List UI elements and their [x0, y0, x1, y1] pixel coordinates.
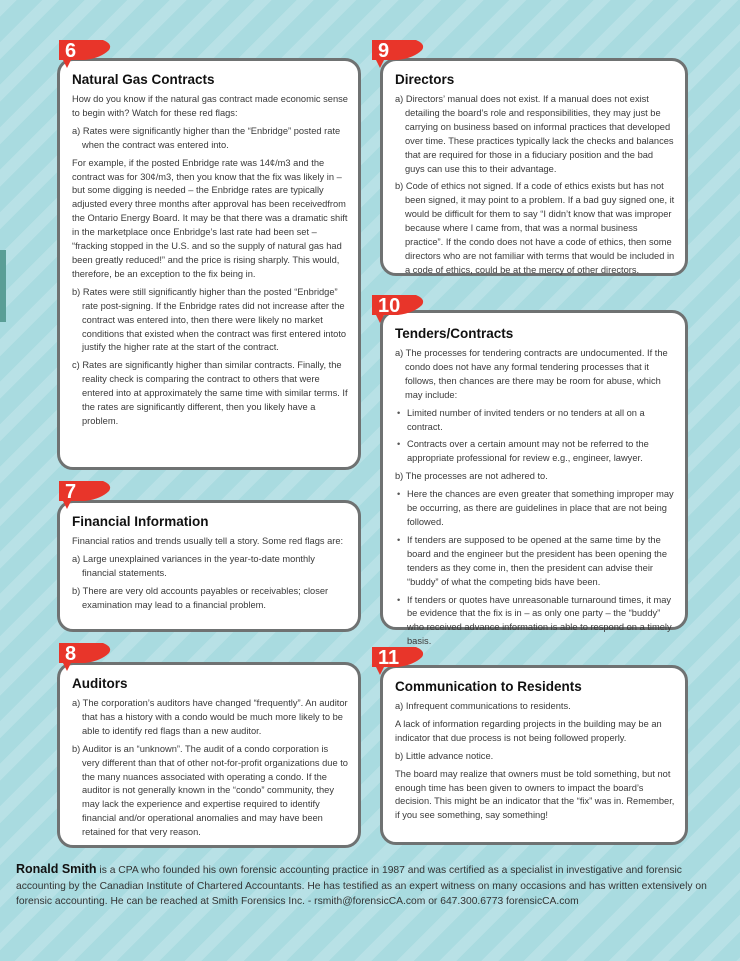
list-item: • Contracts over a certain amount may not be referred to the appropriate professional for review e.g., engineer, lawyer.: [395, 438, 675, 466]
section-title: Tenders/Contracts: [395, 326, 514, 341]
list-item: • If tenders are supposed to be opened at the same time by the board and the engineer but the president has been opening the tenders as they come in, then the president can advise their “buddy” of what the competing bids have been.: [395, 534, 675, 590]
edge-tab-decoration: [0, 250, 6, 322]
section-directors: [380, 58, 688, 276]
section-natural-gas-contracts: [57, 58, 361, 470]
item-a: a) The processes for tendering contracts are undocumented. If the condo does not have any formal tendering processes that it follows, then chances are there may be room for abuse, which may include:: [395, 348, 668, 400]
red-flag-icon: [57, 38, 115, 68]
author-bio-text: is a CPA who founded his own forensic accounting practice in 1987 and was certified as a specialist in investigative and forensic accounting by the Canadian Institute of Chartered Accountants. He has testified as an expert witness on many occasions and has written extensively on forensic accounting. He can be reached at Smith Forensics Inc. - rsmith@forensicCA.com or 647.300.6773 forensicCA.com: [16, 865, 707, 908]
paragraph: The board may realize that owners must be told something, but not enough time has been given to owners to impact the board’s decision. This might be an indicator that the “fix” was in. Remember, if you see something, say something!: [395, 768, 675, 821]
item-b: b) Code of ethics not signed. If a code of ethics exists but has not been signed, it may point to a problem. If a bad guy signed one, it would be difficult for them to say “I didn’t know that was improper because where I came from, that was a normal business practice”. If the condo does not have a code of ethics, then some directors who are not familiar with terms that would be included in a code of ethics, could be at the mercy of other directors.: [395, 181, 675, 275]
list-item: • Here the chances are even greater that something improper may be occurring, as there are guidelines in place that are not being followed.: [395, 488, 675, 530]
section-financial-information: [57, 500, 361, 632]
example-paragraph: For example, if the posted Enbridge rate was 14¢/m3 and the contract was for 30¢/m3, then you know that the fix was likely in – but some digging is needed – the Enbridge rates are typically adjusted every three months after approval has been receivedfrom the Ontario Energy Board. It may be that there was a dramatic shift in the marketplace once Enbridge’s last rate had been set – “fracking stopped in the U.S. and so the supply of natural gas had been greatly reduced!” and the price is rising sharply. This would, therefore, be an exception to the fix being in.: [72, 157, 348, 279]
red-flag-icon: [57, 479, 115, 509]
item-b: b) There are very old accounts payables or receivables; closer examination may lead to a financial problem.: [72, 585, 329, 610]
section-number: 6: [65, 40, 77, 62]
red-flag-icon: [370, 38, 428, 68]
item-b: b) Little advance notice.: [395, 750, 494, 761]
item-a: a) Directors’ manual does not exist. If a manual does not exist detailing the board’s role and responsibilities, they may just be carrying on business based on informal practices that developed over time. These practices typically lack the checks and balances that are required for those in a fiduciary position and the bad guys can use this to their advantage.: [395, 94, 674, 174]
item-b: b) Auditor is an “unknown”. The audit of a condo corporation is very different than that of other not-for-profit organizations due to the many nuances associated with operating a condo. If the auditor is not generally known in the “condo” community, they may lack the experience and expertise required to identify financial and/or operational anomalies and may have been retained for that very reason.: [72, 743, 348, 838]
section-tenders-contracts: [380, 310, 688, 647]
list-item: • If tenders or quotes have unreasonable turnaround times, it may be evidence that the fix is in – as only one party – the “buddy” who received advance information is able to respond on a timely basis.: [395, 594, 675, 650]
item-b: b) The processes are not adhered to.: [395, 471, 548, 482]
red-flag-icon: [57, 641, 115, 671]
section-intro: Financial ratios and trends usually tell a story. Some red flags are:: [72, 536, 344, 546]
list-item: • Limited number of invited tenders or no tenders at all on a contract.: [395, 407, 675, 435]
author-name: Ronald Smith: [16, 862, 97, 876]
red-flag-icon: [370, 293, 428, 323]
item-a: a) Large unexplained variances in the year-to-date monthly financial statements.: [72, 553, 315, 578]
section-number: 7: [65, 481, 77, 503]
section-auditors: [57, 662, 361, 848]
section-intro: How do you know if the natural gas contract made economic sense to begin with? Watch for these red flags:: [72, 94, 348, 118]
item-a: a) Infrequent communications to residents.: [395, 701, 571, 711]
red-flag-icon: [370, 645, 428, 675]
item-c: c) Rates are significantly higher than similar contracts. Finally, the reality check is comparing the contract to others that were entered into at approximately the same time with similar terms. If the rates are significantly different, then you likely have a problem.: [72, 360, 348, 426]
section-title: Financial Information: [72, 514, 209, 529]
section-communication-to-residents: [380, 665, 688, 845]
section-number: 8: [65, 643, 77, 665]
bullet-list: [395, 407, 675, 467]
section-title: Natural Gas Contracts: [72, 72, 215, 87]
item-a: a) Rates were significantly higher than the “Enbridge” posted rate when the contract was entered into.: [72, 125, 341, 150]
author-bio: [16, 862, 726, 910]
section-title: Auditors: [72, 676, 128, 691]
item-b: b) Rates were still significantly higher than the posted “Enbridge” rate post-signing. If the Enbridge rates did not increase after the contract was entered into, then there were likely no market conditions that existed when the contract was first entered intoto justify the higher rate at the start of the contract.: [72, 286, 347, 353]
section-number: 10: [378, 295, 401, 317]
paragraph: A lack of information regarding projects in the building may be an indicator that due process is not being followed properly.: [395, 718, 662, 743]
section-title: Directors: [395, 72, 455, 87]
section-number: 9: [378, 40, 390, 62]
bullet-list: [395, 488, 675, 649]
section-number: 11: [378, 647, 400, 669]
section-title: Communication to Residents: [395, 679, 582, 694]
item-a: a) The corporation’s auditors have changed “frequently”. An auditor that has a history with a condo would be much more likely to be able to identify red flags than a new auditor.: [72, 698, 348, 736]
